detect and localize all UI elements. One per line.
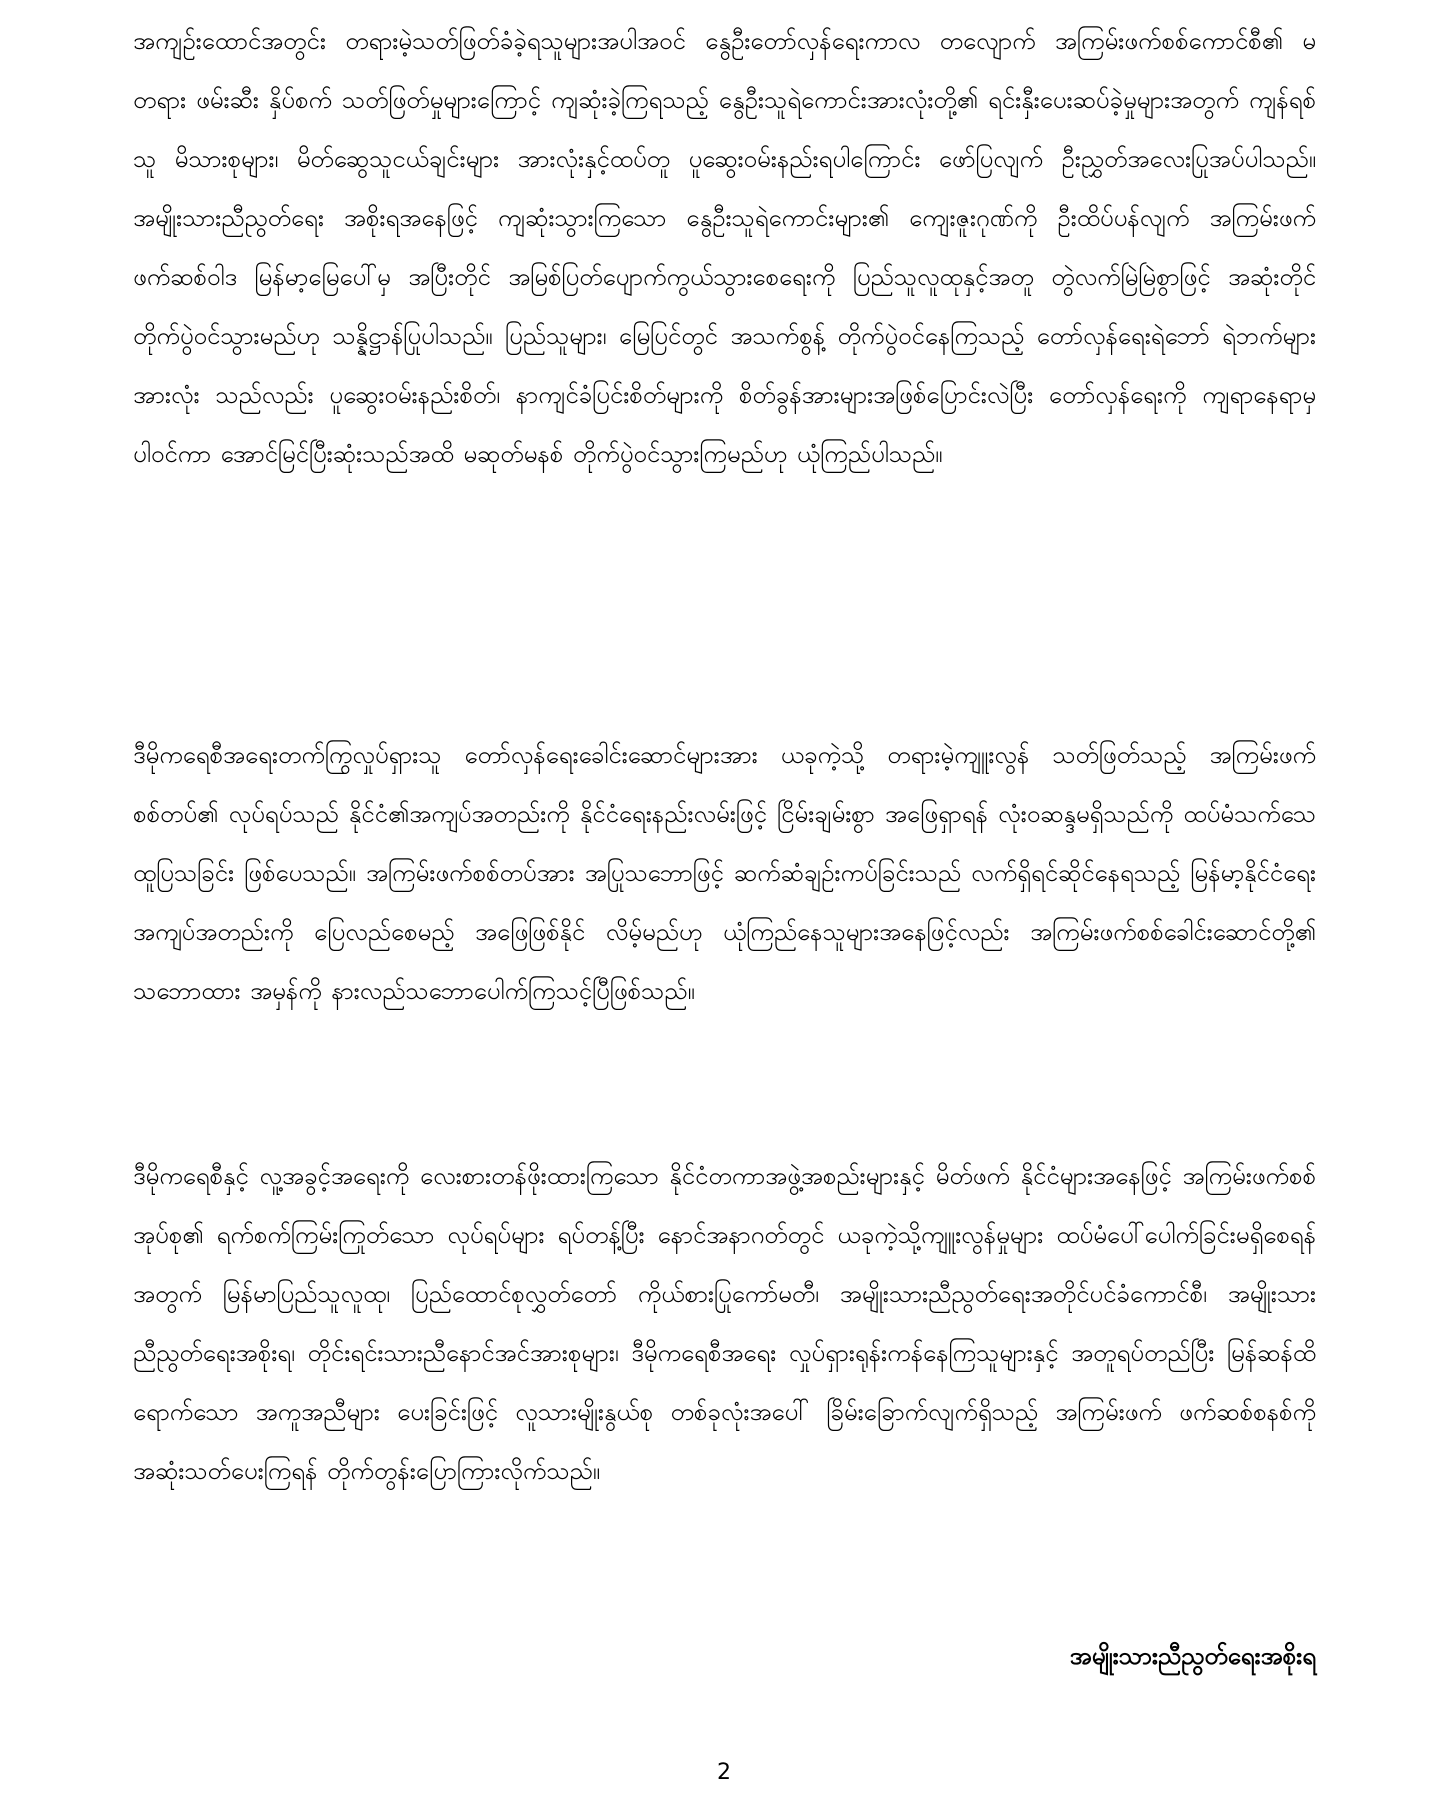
page-number: 2 [717, 1760, 731, 1785]
signature-line: အမျိုးသားညီညွတ်ရေးအစိုးရ [1069, 1642, 1316, 1670]
paragraph-3: ဒီမိုကရေစီနှင့် လူ့အခွင့်အရေးကို လေးစားတန်ဖိုးထားကြသော နိုင်ငံတကာအဖွဲ့အစည်းများနှင့် မိတ်ဖက် နိုင်ငံများအနေဖြင့် အကြမ်းဖက်စစ်အုပ်စု၏ ရက်စက်ကြမ်းကြုတ်သော လုပ်ရပ်များ ရပ်တန့်ပြီး နောင်အနာဂတ်တွင် ယခုကဲ့သို့ကျူးလွန်မှုများ ထပ်မံပေါ်ပေါက်ခြင်းမရှိစေရန်အတွက် မြန်မာပြည်သူလူထု၊ ပြည်ထောင်စုလွှတ်တော် ကိုယ်စားပြုကော်မတီ၊ အမျိုးသားညီညွတ်ရေးအတိုင်ပင်ခံကောင်စီ၊ အမျိုးသားညီညွတ်ရေးအစိုးရ၊ တိုင်းရင်းသားညီနောင်အင်အားစုများ၊ ဒီမိုကရေစီအရေး လှုပ်ရှားရုန်းကန်နေကြသူများနှင့် အတူရပ်တည်ပြီး မြန်ဆန်ထိရောက်သော အကူအညီများ ပေးခြင်းဖြင့် လူသားမျိုးနွယ်စု တစ်ခုလုံးအပေါ် ခြိမ်းခြောက်လျက်ရှိသည့် အကြမ်းဖက် ဖက်ဆစ်စနစ်ကို အဆုံးသတ်ပေးကြရန် တိုက်တွန်းပြောကြားလိုက်သည်။ [133, 1162, 1316, 1485]
paragraph-1: အကျဉ်းထောင်အတွင်း တရားမဲ့သတ်ဖြတ်ခံခဲ့ရသူများအပါအဝင် နွေဦးတော်လှန်ရေးကာလ တလျောက် အကြမ်းဖက်စစ်ကောင်စီ၏ မတရား ဖမ်းဆီး နှိပ်စက် သတ်ဖြတ်မှုများကြောင့် ကျဆုံးခဲ့ကြရသည့် နွေဦးသူရဲကောင်းအားလုံးတို့၏ ရင်းနှီးပေးဆပ်ခဲ့မှုများအတွက် ကျန်ရစ်သူ မိသားစုများ၊ မိတ်ဆွေသူငယ်ချင်းများ အားလုံးနှင့်ထပ်တူ ပူဆွေးဝမ်းနည်းရပါကြောင်း ဖော်ပြလျက် ဦးညွှတ်အလေးပြုအပ်ပါသည်။ အမျိုးသားညီညွတ်ရေး အစိုးရအနေဖြင့် ကျဆုံးသွားကြသော နွေဦးသူရဲကောင်းများ၏ ကျေးဇူးဂုဏ်ကို ဦးထိပ်ပန်လျက် အကြမ်းဖက် ဖက်ဆစ်ဝါဒ မြန်မာ့မြေပေါ်မှ အပြီးတိုင် အမြစ်ပြတ်ပျောက်ကွယ်သွားစေရေးကို ပြည်သူလူထုနှင့်အတူ တွဲလက်မြဲမြဲစွာဖြင့် အဆုံးတိုင် တိုက်ပွဲဝင်သွားမည်ဟု သန္နိဋ္ဌာန်ပြုပါသည်။ ပြည်သူများ၊ မြေပြင်တွင် အသက်စွန့် တိုက်ပွဲဝင်နေကြသည့် တော်လှန်ရေးရဲဘော် ရဲဘက်များအားလုံး သည်လည်း ပူဆွေးဝမ်းနည်းစိတ်၊ နာကျင်ခံပြင်းစိတ်များကို စိတ်ခွန်အားများအဖြစ်ပြောင်းလဲပြီး တော်လှန်ရေးကို ကျရာနေရာမှပါဝင်ကာ အောင်မြင်ပြီးဆုံးသည်အထိ မဆုတ်မနစ် တိုက်ပွဲဝင်သွားကြမည်ဟု ယုံကြည်ပါသည်။ [133, 27, 1316, 468]
paragraph-2: ဒီမိုကရေစီအရေးတက်ကြွလှုပ်ရှားသူ တော်လှန်ရေးခေါင်းဆောင်များအား ယခုကဲ့သို့ တရားမဲ့ကျူးလွန် သတ်ဖြတ်သည့် အကြမ်းဖက်စစ်တပ်၏ လုပ်ရပ်သည် နိုင်ငံ၏အကျပ်အတည်းကို နိုင်ငံရေးနည်းလမ်းဖြင့် ငြိမ်းချမ်းစွာ အဖြေရှာရန် လုံးဝဆန္ဒမရှိသည်ကို ထပ်မံသက်သေထူပြသခြင်း ဖြစ်ပေသည်။ အကြမ်းဖက်စစ်တပ်အား အပြုသဘောဖြင့် ဆက်ဆံချဉ်းကပ်ခြင်းသည် လက်ရှိရင်ဆိုင်နေရသည့် မြန်မာ့နိုင်ငံရေးအကျပ်အတည်းကို ပြေလည်စေမည့် အဖြေဖြစ်နိုင် လိမ့်မည်ဟု ယုံကြည်နေသူများအနေဖြင့်လည်း အကြမ်းဖက်စစ်ခေါင်းဆောင်တို့၏ သဘောထား အမှန်ကို နားလည်သဘောပေါက်ကြသင့်ပြီဖြစ်သည်။ [133, 741, 1316, 1005]
